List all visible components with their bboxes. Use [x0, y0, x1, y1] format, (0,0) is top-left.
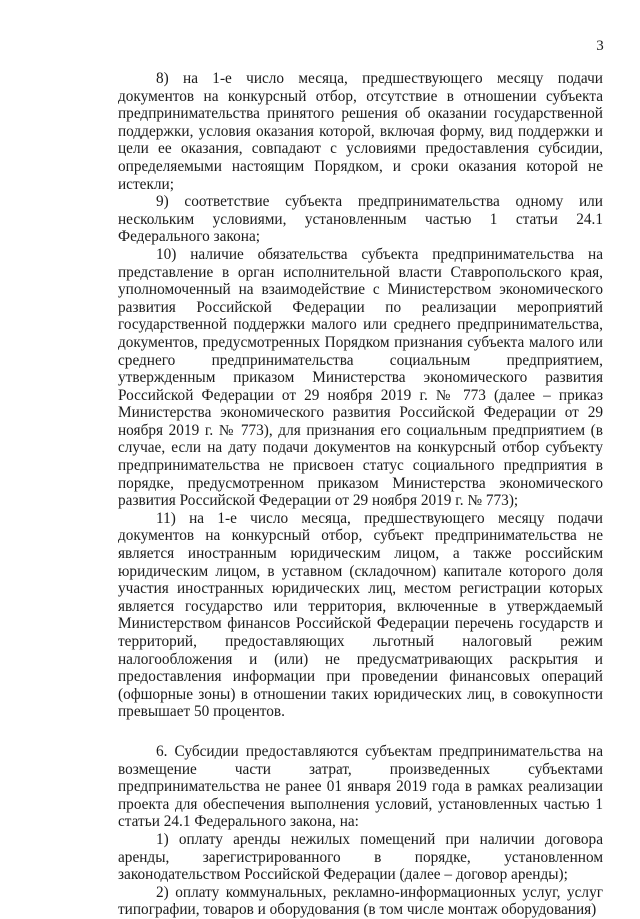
- section-6: 6. Субсидии предоставляются субъектам предпринимательства на возмещение части затрат, произведенных субъектами предпринимательства не ранее 01 января 2019 года в рамках реализации проекта для обеспечения выполнения условий, установленных частью 1 статьи 24.1 Федерального закона, на:: [118, 742, 603, 831]
- section-6-item-1: 1) оплату аренды нежилых помещений при наличии договора аренды, зарегистрированного в порядке, установленном законодательством Российской Федерации (далее – договор аренды);: [118, 830, 603, 884]
- page-number: 3: [596, 38, 604, 54]
- clause-9: 9) соответствие субъекта предпринимательства одному или нескольким условиями, установленным частью 1 статьи 24.1 Федерального закона;: [118, 193, 603, 246]
- section-6-item-2: 2) оплату коммунальных, рекламно-информационных услуг, услуг типографии, товаров и оборудования (в том числе монтаж оборудования): [118, 883, 603, 919]
- clause-8: 8) на 1-е число месяца, предшествующего месяцу подачи документов на конкурсный отбор, отсутствие в отношении субъекта предпринимательства принятого решения об оказании государственной поддержки, условия оказания которой, включая форму, вид поддержки и цели ее оказания, совпадают с условиями предоставления субсидии, определяемыми настоящим Порядком, и сроки оказания которой не истекли;: [118, 70, 603, 193]
- clause-11: 11) на 1-е число месяца, предшествующего месяцу подачи документов на конкурсный отбор, субъект предпринимательства не является иностранным юридическим лицом, а также российским юридическим лицом, в уставном (складочном) капитале которого доля участия иностранных юридических лиц, местом регистрации которых является государство или территория, включенные в утверждаемый Министерством финансов Российской Федерации перечень государств и территорий, предоставляющих льготный налоговый режим налогообложения и (или) не предусматривающих раскрытия и предоставления информации при проведении финансовых операций (офшорные зоны) в отношении таких юридических лиц, в совокупности превышает 50 процентов.: [118, 509, 603, 721]
- clause-10: 10) наличие обязательства субъекта предпринимательства на представление в орган исполнительной власти Ставропольского края, уполномоченный на взаимодействие с Министерством экономического развития Российской Федерации по реализации мероприятий государственной поддержки малого или среднего предпринимательства, документов, предусмотренных Порядком признания субъекта малого или среднего предпринимательства социальным предприятием, утвержденным приказом Министерства экономического развития Российской Федерации от 29 ноября 2019 г. № 773 (далее – приказ Министерства экономического развития Российской Федерации от 29 ноября 2019 г. № 773), для признания его социальным предприятием (в случае, если на дату подачи документов на конкурсный отбор субъекту предпринимательства не присвоен статус социального предприятия в порядке, предусмотренном приказом Министерства экономического развития Российской Федерации от 29 ноября 2019 г. № 773);: [118, 245, 603, 510]
- document-body: [118, 70, 603, 919]
